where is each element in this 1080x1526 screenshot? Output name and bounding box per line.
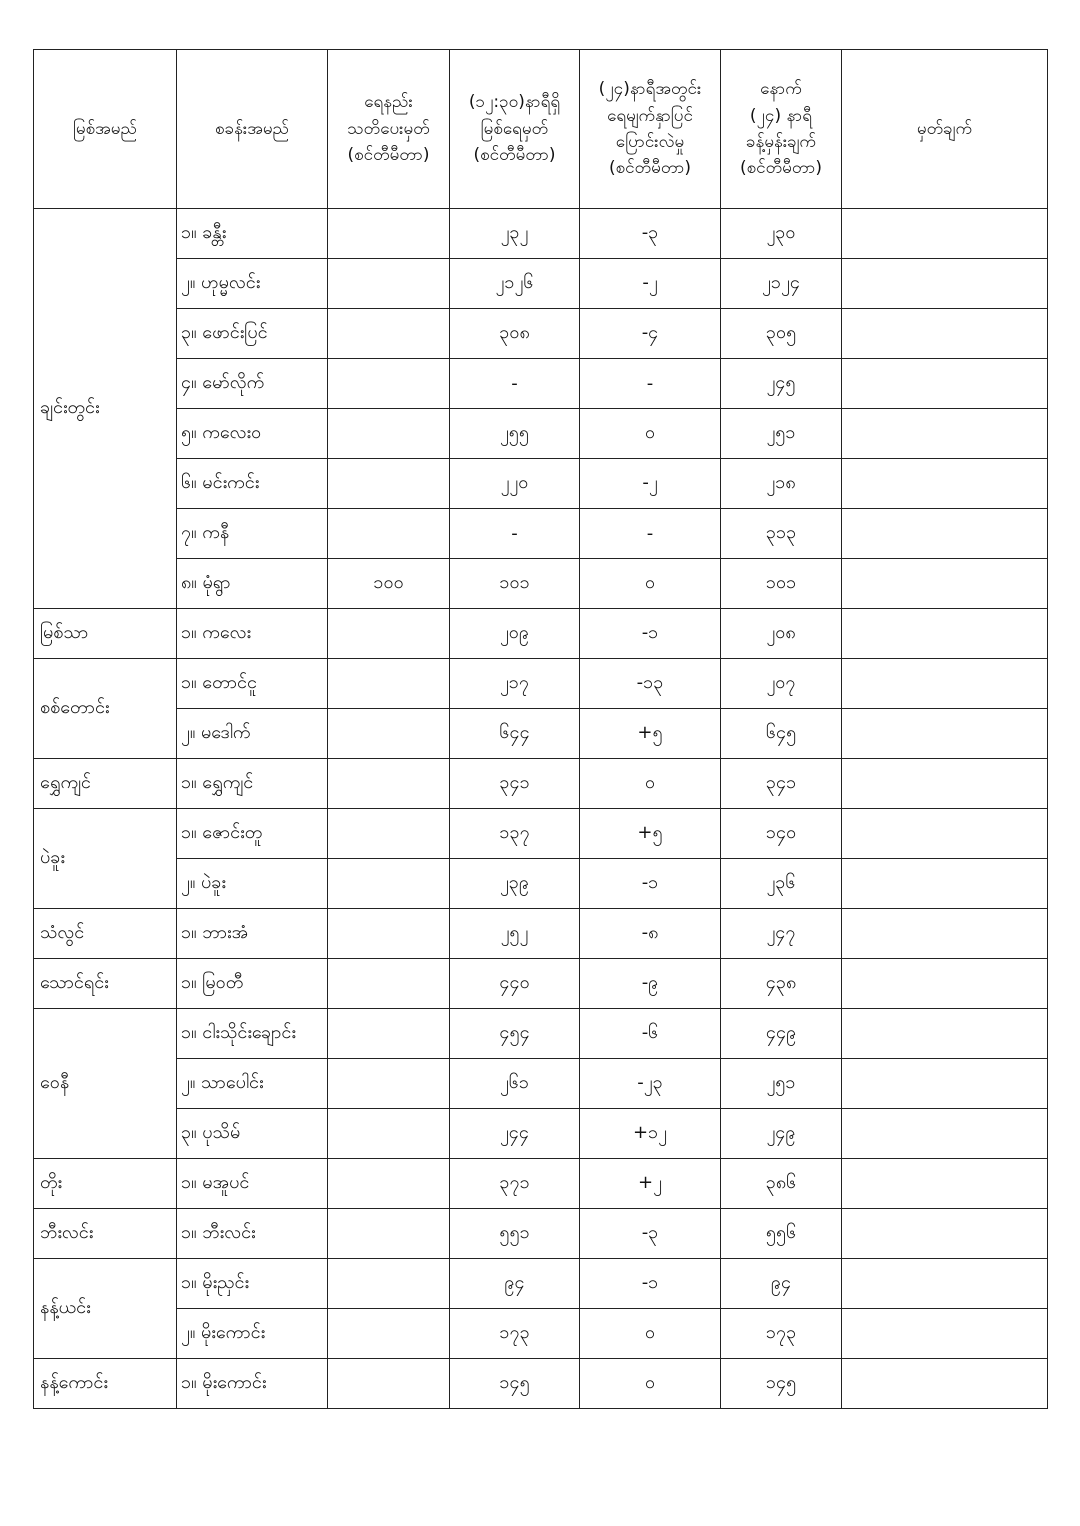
station-name-cell: ၄။ မော်လိုက်	[177, 359, 328, 409]
table-row	[34, 309, 1048, 359]
remark-cell	[842, 359, 1048, 409]
level-change-cell: -၂	[580, 459, 721, 509]
header-forecast-line: နောက်	[760, 79, 802, 100]
danger-level-cell	[328, 1009, 450, 1059]
station-name-cell: ၂။ ပဲခူး	[177, 859, 328, 909]
table-row	[34, 859, 1048, 909]
station-name-cell: ၃။ ပုသိမ်	[177, 1109, 328, 1159]
table-row	[34, 709, 1048, 759]
remark-cell	[842, 1159, 1048, 1209]
forecast-level-cell: ၂၁၂၄	[721, 259, 842, 309]
river-name-cell: စစ်တောင်း	[34, 659, 177, 759]
remark-cell	[842, 459, 1048, 509]
remark-cell	[842, 209, 1048, 259]
level-change-cell: ၀	[580, 409, 721, 459]
danger-level-cell	[328, 509, 450, 559]
level-change-cell: -၃	[580, 209, 721, 259]
forecast-level-cell: ၄၄၉	[721, 1009, 842, 1059]
header-forecast-line: (၂၄) နာရီ	[749, 105, 813, 126]
table-row	[34, 1209, 1048, 1259]
table-row	[34, 609, 1048, 659]
remark-cell	[842, 709, 1048, 759]
water-level-cell: ၃၄၁	[450, 759, 580, 809]
forecast-level-cell: ၅၅၆	[721, 1209, 842, 1259]
remark-cell	[842, 1059, 1048, 1109]
danger-level-cell	[328, 1159, 450, 1209]
remark-cell	[842, 559, 1048, 609]
level-change-cell: +၁၂	[580, 1109, 721, 1159]
remark-cell	[842, 659, 1048, 709]
header-remark	[842, 50, 1048, 209]
header-danger-line: (စင်တီမီတာ)	[347, 145, 430, 166]
forecast-level-cell: ၉၄	[721, 1259, 842, 1309]
remark-cell	[842, 809, 1048, 859]
remark-cell	[842, 509, 1048, 559]
table-row	[34, 1059, 1048, 1109]
station-name-cell: ၁။ မအူပင်	[177, 1159, 328, 1209]
level-change-cell: -၂	[580, 259, 721, 309]
danger-level-cell	[328, 859, 450, 909]
table-row	[34, 1009, 1048, 1059]
river-name-cell: ချင်းတွင်း	[34, 209, 177, 609]
header-change-line: ပြောင်းလဲမှု	[615, 132, 685, 152]
remark-cell	[842, 1109, 1048, 1159]
header-forecast-line: (စင်တီမီတာ)	[739, 158, 823, 179]
level-change-cell: -၆	[580, 1009, 721, 1059]
table-row	[34, 1309, 1048, 1359]
station-name-cell: ၂။ သာပေါင်း	[177, 1059, 328, 1109]
forecast-level-cell: ၁၄၅	[721, 1359, 842, 1409]
river-level-table	[33, 49, 1048, 1409]
forecast-level-cell: ၁၇၃	[721, 1309, 842, 1359]
remark-cell	[842, 1359, 1048, 1409]
danger-level-cell	[328, 209, 450, 259]
table-row	[34, 809, 1048, 859]
water-level-cell: ၂၅၅	[450, 409, 580, 459]
header-remark-text: မှတ်ချက်	[916, 118, 973, 139]
danger-level-cell	[328, 309, 450, 359]
station-name-cell: ၇။ ကနီ	[177, 509, 328, 559]
header-danger-line: သတိပေးမှတ်	[347, 118, 430, 139]
station-name-cell: ၁။ ငါးသိုင်းချောင်း	[177, 1009, 328, 1059]
remark-cell	[842, 959, 1048, 1009]
danger-level-cell	[328, 409, 450, 459]
river-name-cell: ဘီးလင်း	[34, 1209, 177, 1259]
level-change-cell: -	[580, 359, 721, 409]
forecast-level-cell: ၃၄၁	[721, 759, 842, 809]
danger-level-cell	[328, 1109, 450, 1159]
station-name-cell: ၈။ မုံရွာ	[177, 559, 328, 609]
river-name-cell: သံလွင်	[34, 909, 177, 959]
danger-level-cell	[328, 1209, 450, 1259]
forecast-level-cell: ၂၃၀	[721, 209, 842, 259]
level-change-cell: -၂၃	[580, 1059, 721, 1109]
water-level-cell: ၂၆၁	[450, 1059, 580, 1109]
danger-level-cell	[328, 959, 450, 1009]
header-row	[34, 50, 1048, 209]
remark-cell	[842, 759, 1048, 809]
table-row	[34, 509, 1048, 559]
level-change-cell: -၃	[580, 1209, 721, 1259]
danger-level-cell	[328, 659, 450, 709]
danger-level-cell	[328, 1259, 450, 1309]
danger-level-cell	[328, 1359, 450, 1409]
forecast-level-cell: ၃၀၅	[721, 309, 842, 359]
remark-cell	[842, 1259, 1048, 1309]
header-level-line: မြစ်ရေမှတ်	[480, 118, 549, 139]
danger-level-cell	[328, 909, 450, 959]
table-row	[34, 259, 1048, 309]
station-name-cell: ၁။ ဇောင်းတူ	[177, 809, 328, 859]
header-change	[580, 50, 721, 209]
danger-level-cell: ၁၀၀	[328, 559, 450, 609]
station-name-cell: ၃။ ဖောင်းပြင်	[177, 309, 328, 359]
remark-cell	[842, 1009, 1048, 1059]
header-change-line: (၂၄)နာရီအတွင်း	[598, 79, 702, 100]
level-change-cell: ၀	[580, 759, 721, 809]
water-level-cell: ၂၄၄	[450, 1109, 580, 1159]
water-level-cell: ၁၇၃	[450, 1309, 580, 1359]
water-level-cell: ၅၅၁	[450, 1209, 580, 1259]
station-name-cell: ၂။ မိုးကောင်း	[177, 1309, 328, 1359]
water-level-cell: ၄၄၀	[450, 959, 580, 1009]
table-row	[34, 359, 1048, 409]
water-level-cell: ၆၄၄	[450, 709, 580, 759]
water-level-cell: -	[450, 509, 580, 559]
forecast-level-cell: ၂၁၈	[721, 459, 842, 509]
station-name-cell: ၁။ မြဝတီ	[177, 959, 328, 1009]
water-level-cell: ၂၁၇	[450, 659, 580, 709]
level-change-cell: -၁၃	[580, 659, 721, 709]
station-name-cell: ၆။ မင်းကင်း	[177, 459, 328, 509]
water-level-cell: ၂၃၂	[450, 209, 580, 259]
level-change-cell: +၅	[580, 809, 721, 859]
water-level-cell: -	[450, 359, 580, 409]
river-name-cell: နန့်ကောင်း	[34, 1359, 177, 1409]
forecast-level-cell: ၃၁၃	[721, 509, 842, 559]
danger-level-cell	[328, 609, 450, 659]
forecast-level-cell: ၂၄၇	[721, 909, 842, 959]
level-change-cell: -၄	[580, 309, 721, 359]
forecast-level-cell: ၂၄၅	[721, 359, 842, 409]
level-change-cell: -၁	[580, 609, 721, 659]
station-name-cell: ၁။ ဘားအံ	[177, 909, 328, 959]
header-station-text: စခန်းအမည်	[215, 118, 289, 139]
level-change-cell: -	[580, 509, 721, 559]
table-row	[34, 909, 1048, 959]
remark-cell	[842, 1209, 1048, 1259]
station-name-cell: ၅။ ကလေးဝ	[177, 409, 328, 459]
table-row	[34, 1159, 1048, 1209]
table-row	[34, 659, 1048, 709]
header-change-line: (စင်တီမီတာ)	[608, 158, 692, 179]
level-change-cell: -၉	[580, 959, 721, 1009]
danger-level-cell	[328, 359, 450, 409]
danger-level-cell	[328, 1059, 450, 1109]
header-forecast	[721, 50, 842, 209]
river-name-cell: ရွှေကျင်	[34, 759, 177, 809]
river-name-cell: သောင်ရင်း	[34, 959, 177, 1009]
remark-cell	[842, 609, 1048, 659]
header-river-text: မြစ်အမည်	[73, 118, 137, 139]
danger-level-cell	[328, 1309, 450, 1359]
header-danger-line: ရေနည်း	[364, 92, 413, 113]
forecast-level-cell: ၂၀၇	[721, 659, 842, 709]
header-danger	[328, 50, 450, 209]
table-row	[34, 1359, 1048, 1409]
water-level-cell: ၁၀၁	[450, 559, 580, 609]
remark-cell	[842, 859, 1048, 909]
water-level-cell: ၂၁၂၆	[450, 259, 580, 309]
water-level-cell: ၉၄	[450, 1259, 580, 1309]
table-row	[34, 1259, 1048, 1309]
station-name-cell: ၁။ မိုးကောင်း	[177, 1359, 328, 1409]
header-station	[177, 50, 328, 209]
level-change-cell: ၀	[580, 1359, 721, 1409]
table-row	[34, 459, 1048, 509]
forecast-level-cell: ၂၅၁	[721, 1059, 842, 1109]
header-level-line: (၁၂:၃၀)နာရီရှိ	[468, 92, 561, 113]
level-change-cell: ၀	[580, 559, 721, 609]
forecast-level-cell: ၃၈၆	[721, 1159, 842, 1209]
river-name-cell: ပဲခူး	[34, 809, 177, 909]
table-row	[34, 1109, 1048, 1159]
water-level-cell: ၂၅၂	[450, 909, 580, 959]
water-level-cell: ၁၃၇	[450, 809, 580, 859]
level-change-cell: ၀	[580, 1309, 721, 1359]
forecast-level-cell: ၁၀၁	[721, 559, 842, 609]
forecast-level-cell: ၂၀၈	[721, 609, 842, 659]
table-row	[34, 409, 1048, 459]
table-row	[34, 759, 1048, 809]
forecast-level-cell: ၂၃၆	[721, 859, 842, 909]
water-level-cell: ၄၅၄	[450, 1009, 580, 1059]
station-name-cell: ၁။ ဘီးလင်း	[177, 1209, 328, 1259]
header-level	[450, 50, 580, 209]
water-level-cell: ၃၇၁	[450, 1159, 580, 1209]
water-level-cell: ၂၂၀	[450, 459, 580, 509]
river-name-cell: နန့်ယင်း	[34, 1259, 177, 1359]
danger-level-cell	[328, 259, 450, 309]
remark-cell	[842, 909, 1048, 959]
table-row	[34, 959, 1048, 1009]
station-name-cell: ၁။ ရွှေကျင်	[177, 759, 328, 809]
forecast-level-cell: ၂၅၁	[721, 409, 842, 459]
forecast-level-cell: ၁၄၀	[721, 809, 842, 859]
danger-level-cell	[328, 459, 450, 509]
river-name-cell: ဝေနီ	[34, 1009, 177, 1159]
river-name-cell: မြစ်သာ	[34, 609, 177, 659]
header-change-line: ရေမျက်နှာပြင်	[607, 105, 693, 126]
river-name-cell: တိုး	[34, 1159, 177, 1209]
station-name-cell: ၁။ တောင်ငူ	[177, 659, 328, 709]
remark-cell	[842, 309, 1048, 359]
station-name-cell: ၁။ မိုးညှင်း	[177, 1259, 328, 1309]
remark-cell	[842, 1309, 1048, 1359]
danger-level-cell	[328, 759, 450, 809]
forecast-level-cell: ၄၃၈	[721, 959, 842, 1009]
header-level-line: (စင်တီမီတာ)	[473, 145, 556, 166]
remark-cell	[842, 409, 1048, 459]
water-level-cell: ၃၀၈	[450, 309, 580, 359]
danger-level-cell	[328, 809, 450, 859]
level-change-cell: +၂	[580, 1159, 721, 1209]
table-row	[34, 559, 1048, 609]
level-change-cell: -၁	[580, 859, 721, 909]
forecast-level-cell: ၂၄၉	[721, 1109, 842, 1159]
remark-cell	[842, 259, 1048, 309]
table-row	[34, 209, 1048, 259]
water-level-cell: ၁၄၅	[450, 1359, 580, 1409]
header-forecast-line: ခန့်မှန်းချက်	[745, 132, 817, 152]
water-level-cell: ၂၃၉	[450, 859, 580, 909]
station-name-cell: ၁။ ခန္တီး	[177, 209, 328, 259]
level-change-cell: -၈	[580, 909, 721, 959]
station-name-cell: ၁။ ကလေး	[177, 609, 328, 659]
level-change-cell: +၅	[580, 709, 721, 759]
level-change-cell: -၁	[580, 1259, 721, 1309]
forecast-level-cell: ၆၄၅	[721, 709, 842, 759]
danger-level-cell	[328, 709, 450, 759]
station-name-cell: ၂။ မဒေါက်	[177, 709, 328, 759]
table-body	[34, 209, 1048, 1409]
header-river	[34, 50, 177, 209]
water-level-cell: ၂၀၉	[450, 609, 580, 659]
station-name-cell: ၂။ ဟုမ္မလင်း	[177, 259, 328, 309]
